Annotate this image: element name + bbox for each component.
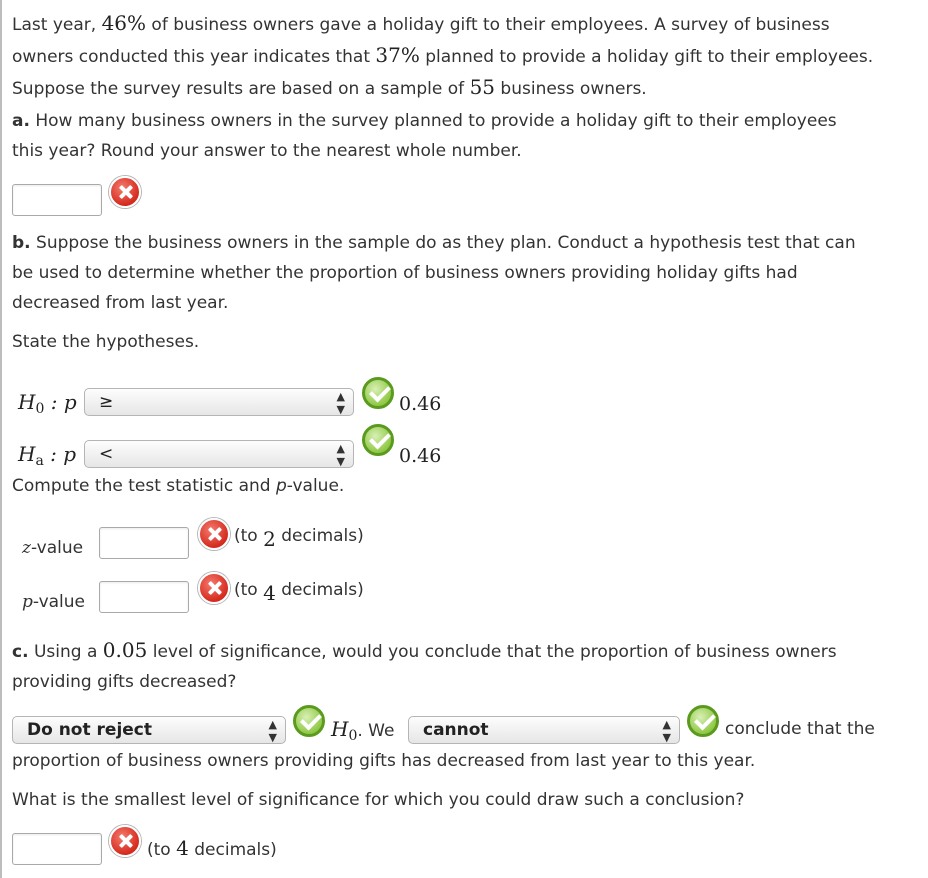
conclude-text: conclude that the xyxy=(725,719,875,739)
ha-label: $H_a$ : p xyxy=(18,442,77,469)
h0-operator-select[interactable]: ≥ ▲ ▼ xyxy=(84,388,354,416)
select-arrows-icon: ▲ ▼ xyxy=(268,718,277,744)
correct-check-icon xyxy=(362,377,394,409)
incorrect-x-icon xyxy=(198,572,230,604)
correct-check-icon xyxy=(687,705,719,737)
ha-operator-select[interactable]: < ▲ ▼ xyxy=(84,440,354,468)
conclusion-text: proportion of business owners providing gifts has decreased from last year to this year. xyxy=(12,751,756,771)
part-a-answer-input[interactable] xyxy=(12,184,102,216)
alpha-value: 0.05 xyxy=(102,638,148,662)
left-border xyxy=(0,0,2,878)
incorrect-x-icon xyxy=(109,825,141,857)
state-hypotheses-text: State the hypotheses. xyxy=(12,332,200,352)
correct-check-icon xyxy=(362,424,394,456)
pct-last-year: 46% xyxy=(101,11,147,35)
select-arrows-icon: ▲ ▼ xyxy=(336,442,345,468)
h0-value: 0.46 xyxy=(399,393,442,415)
part-b-question: b. Suppose the business owners in the sample do as they plan. Conduct a hypothesis test that can be used to determine whether the proportion of business owners providing holiday gifts had decreased from last year. xyxy=(12,233,856,313)
select-arrows-icon: ▲ ▼ xyxy=(336,390,345,416)
compute-text: Compute the test statistic and p-value. xyxy=(12,476,345,496)
smallest-decimals-hint: (to 4 decimals) xyxy=(147,836,277,860)
z-value-label: z-value xyxy=(22,538,84,558)
select-arrows-icon: ▲ ▼ xyxy=(662,718,671,744)
decision-select[interactable]: Do not reject ▲ ▼ xyxy=(12,716,286,744)
part-c-question: c. Using a 0.05 level of significance, would you conclude that the proportion of business owners providing gifts decreased? xyxy=(12,638,837,692)
intro-paragraph: Last year, 46% of business owners gave a holiday gift to their employees. A survey of business owners conducted this year indicates that 37% planned to provide a holiday gift to their employees. Suppose the survey results are based on a sample of 55 business owners. xyxy=(12,11,874,99)
ha-value: 0.46 xyxy=(399,445,442,467)
smallest-significance-question: What is the smallest level of significance for which you could draw such a conclusion? xyxy=(12,790,745,810)
part-a-question: a. How many business owners in the survey planned to provide a holiday gift to their employees this year? Round your answer to the nearest whole number. xyxy=(12,111,837,161)
incorrect-x-icon xyxy=(109,176,141,208)
p-value-label: p-value xyxy=(22,592,86,612)
correct-check-icon xyxy=(293,705,325,737)
sample-size: 55 xyxy=(469,75,496,99)
p-decimals-hint: (to 4 decimals) xyxy=(234,580,364,605)
pct-this-year: 37% xyxy=(375,43,420,67)
incorrect-x-icon xyxy=(198,518,230,550)
h0-label: $H_0$ : p xyxy=(18,390,77,417)
p-value-input[interactable] xyxy=(99,581,189,613)
can-cannot-select[interactable]: cannot ▲ ▼ xyxy=(408,716,680,744)
h0-we-text: $H_0$. We xyxy=(331,717,395,744)
z-value-input[interactable] xyxy=(99,527,189,559)
z-decimals-hint: (to 2 decimals) xyxy=(234,526,364,551)
smallest-significance-input[interactable] xyxy=(12,833,102,865)
